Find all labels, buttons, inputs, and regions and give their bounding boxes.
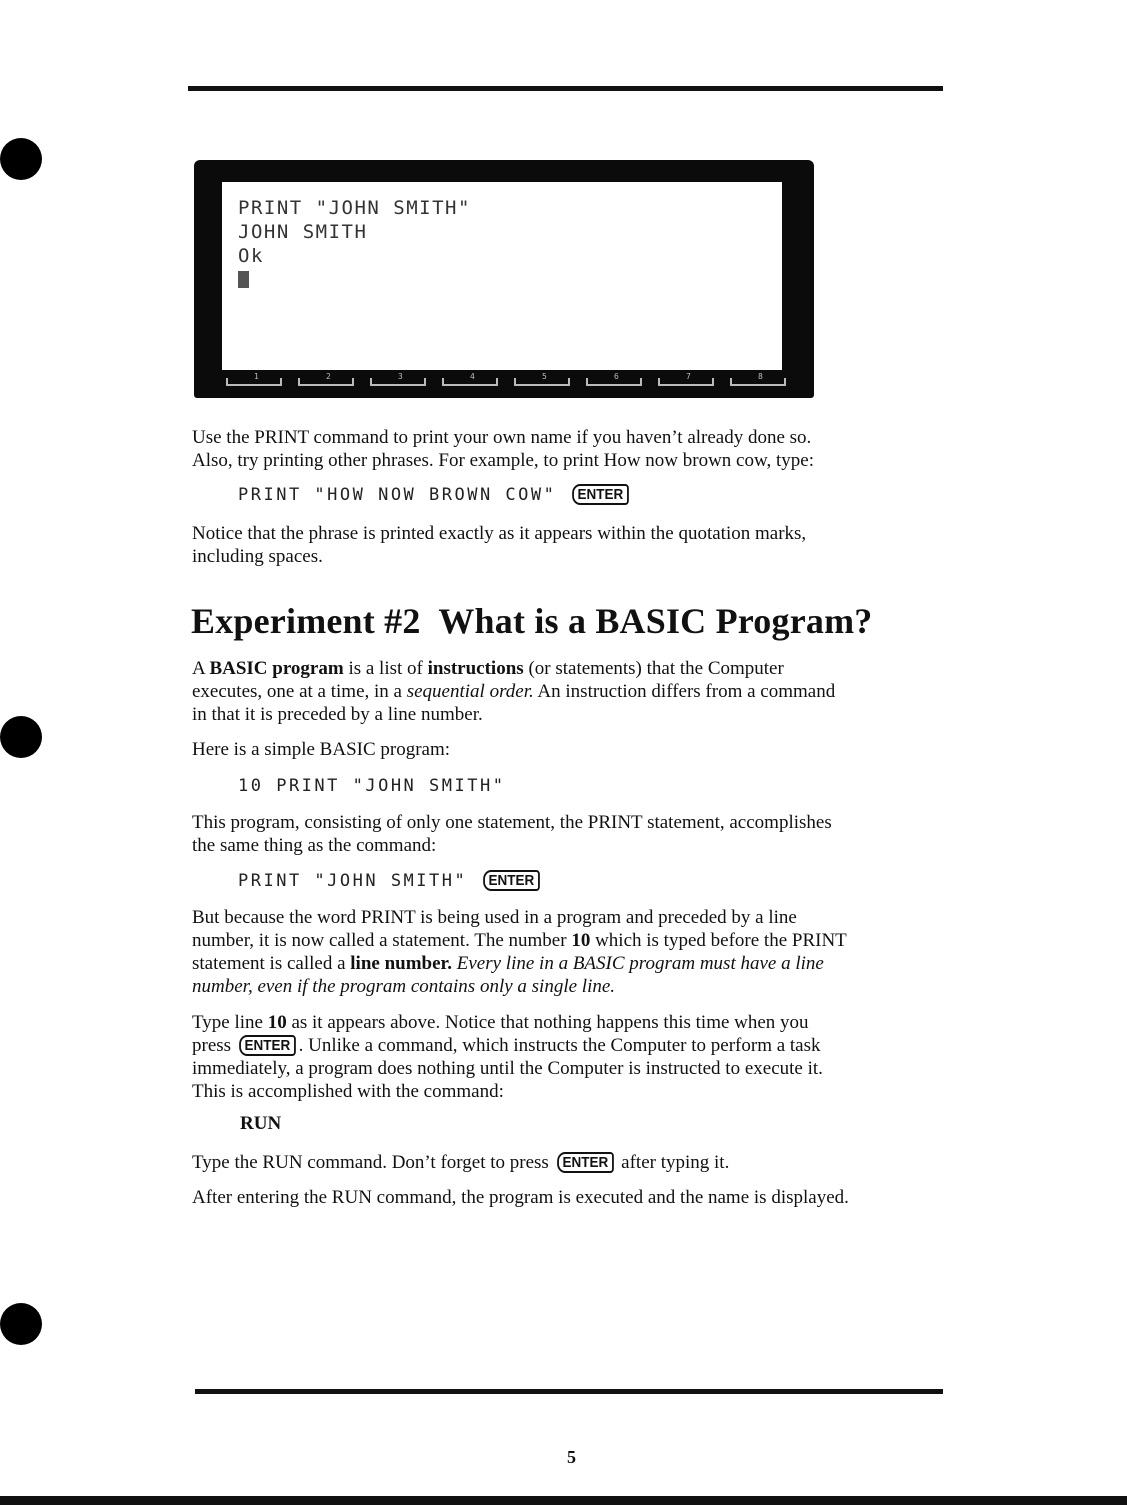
function-key-label-7: 7 <box>658 378 714 386</box>
function-key-label-5: 5 <box>514 378 570 386</box>
binder-hole-middle <box>0 716 42 758</box>
function-key-label-3: 3 <box>370 378 426 386</box>
term-basic-program: BASIC program <box>209 658 344 679</box>
function-key-label-6: 6 <box>586 378 642 386</box>
lcd-screen-display <box>222 182 782 370</box>
code-example-line-10: 10 PRINT "JOHN SMITH" <box>238 776 506 796</box>
code-example-how-now <box>238 484 632 505</box>
intro-line-1: Use the PRINT command to print your own name if you haven’t already done so. <box>192 427 812 448</box>
enter-key-icon: ENTER <box>557 1152 614 1173</box>
because-line-2: number, it is now called a statement. The number 10 which is typed before the PRINT <box>192 930 847 951</box>
intro-paragraph <box>192 426 952 472</box>
notice-paragraph <box>192 522 952 568</box>
bottom-rule <box>195 1389 943 1394</box>
type-line-line-1: Type line 10 as it appears above. Notice that nothing happens this time when you <box>192 1012 809 1033</box>
type-line-paragraph <box>192 1011 952 1103</box>
enter-key-icon: ENTER <box>483 870 540 891</box>
after-paragraph: After entering the RUN command, the program is executed and the name is displayed. <box>192 1187 849 1208</box>
term-instructions: instructions <box>427 658 524 679</box>
binder-hole-bottom <box>0 1303 42 1345</box>
term-line-number: line number. <box>350 953 452 974</box>
definition-line-2: executes, one at a time, in a sequential order. An instruction differs from a command <box>192 681 836 702</box>
because-line-4: number, even if the program contains only a single line. <box>192 976 616 997</box>
term-sequential-order: sequential order. <box>406 681 534 702</box>
binder-hole-top <box>0 138 42 180</box>
type-line-line-3: immediately, a program does nothing until the Computer is instructed to execute it. <box>192 1058 823 1079</box>
lcd-line-2: JOHN SMITH <box>238 221 368 243</box>
code-john-smith-text: PRINT "JOHN SMITH" <box>238 871 468 891</box>
page-number: 5 <box>567 1447 576 1467</box>
enter-key-icon: ENTER <box>572 484 629 505</box>
enter-key-icon: ENTER <box>239 1035 296 1056</box>
function-key-labels <box>226 372 786 392</box>
code-example-john-smith <box>238 870 543 891</box>
consisting-line-1: This program, consisting of only one statement, the PRINT statement, accomplishes <box>192 812 832 833</box>
top-rule <box>188 86 943 91</box>
intro-line-2: Also, try printing other phrases. For example, to print How now brown cow, type: <box>192 450 814 471</box>
run-command-label: RUN <box>240 1113 282 1134</box>
lcd-cursor-line <box>238 268 782 292</box>
simple-program-intro: Here is a simple BASIC program: <box>192 739 451 760</box>
type-line-line-2: press ENTER . Unlike a command, which instructs the Computer to perform a task <box>192 1035 821 1056</box>
scan-edge-bar <box>0 1496 1127 1505</box>
function-key-label-2: 2 <box>298 378 354 386</box>
function-key-label-8: 8 <box>730 378 786 386</box>
cursor-block <box>238 271 249 288</box>
section-heading: Experiment #2 What is a BASIC Program? <box>191 601 873 641</box>
definition-line-3: in that it is preceded by a line number. <box>192 704 483 725</box>
lcd-line-1: PRINT "JOHN SMITH" <box>238 197 471 219</box>
because-line-1: But because the word PRINT is being used in a program and preceded by a line <box>192 907 797 928</box>
consisting-paragraph <box>192 811 952 857</box>
because-line-3: statement is called a line number. Every line in a BASIC program must have a line <box>192 953 824 974</box>
because-paragraph <box>192 906 952 998</box>
notice-line-2: including spaces. <box>192 546 323 567</box>
definition-line-1: A BASIC program is a list of instructions (or statements) that the Computer <box>192 658 784 679</box>
type-line-line-4: This is accomplished with the command: <box>192 1081 504 1102</box>
function-key-label-1: 1 <box>226 378 282 386</box>
lcd-line-3: Ok <box>238 245 264 267</box>
code-how-now-text: PRINT "HOW NOW BROWN COW" <box>238 485 557 505</box>
consisting-line-2: the same thing as the command: <box>192 835 437 856</box>
definition-paragraph <box>192 657 952 726</box>
notice-line-1: Notice that the phrase is printed exactly as it appears within the quotation marks, <box>192 523 807 544</box>
function-key-label-4: 4 <box>442 378 498 386</box>
run-paragraph: Type the RUN command. Don’t forget to press ENTER after typing it. <box>192 1152 730 1173</box>
